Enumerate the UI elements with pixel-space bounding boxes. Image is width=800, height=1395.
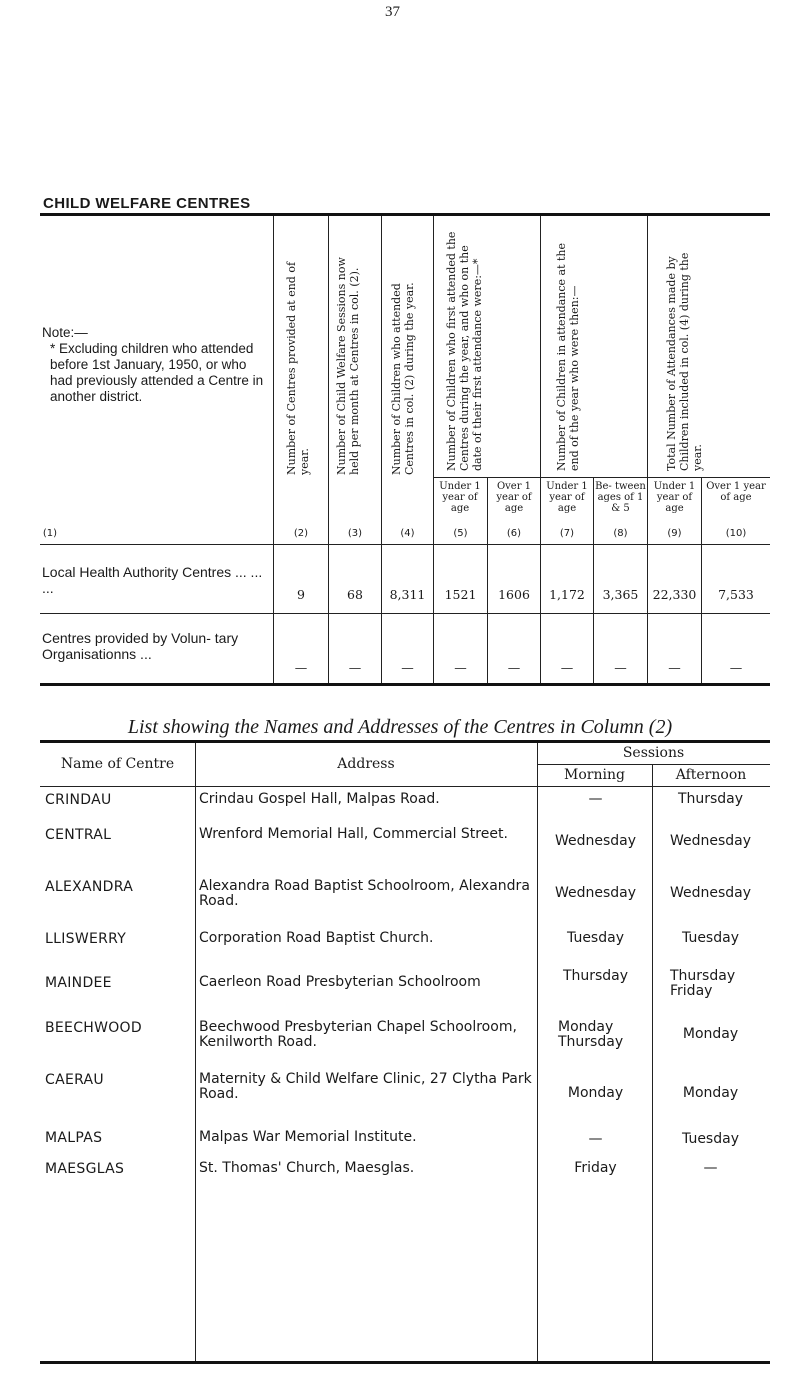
col-number-8: (8): [613, 528, 628, 539]
col-number-3: (3): [347, 528, 363, 539]
centre-morning: Wednesday: [554, 833, 637, 849]
row1-col3: 68: [347, 587, 363, 602]
row2-col9: —: [668, 660, 681, 675]
centre-afternoon: Tuesday: [682, 930, 739, 946]
header-address: Address: [337, 756, 395, 772]
row2-col6: —: [507, 660, 521, 675]
col-number-1: (1): [42, 528, 58, 539]
subheader-col7: Under 1 year of age: [546, 481, 588, 514]
centre-address: Crindau Gospel Hall, Malpas Road.: [199, 791, 440, 807]
centre-afternoon: Thursday Friday: [670, 968, 736, 999]
centre-morning: Thursday: [562, 968, 629, 984]
centre-morning: Friday: [574, 1160, 617, 1176]
bottom-rule: [40, 683, 770, 686]
col-number-10: (10): [725, 528, 747, 539]
centre-address: Maternity & Child Welfare Clinic, 27 Clytha Park Road.: [199, 1071, 532, 1102]
header-afternoon: Afternoon: [675, 767, 747, 783]
centre-address: Wrenford Memorial Hall, Commercial Street.: [199, 826, 508, 842]
centre-name: CAERAU: [45, 1072, 104, 1088]
row2-col8: —: [614, 660, 627, 675]
subheader-col9: Under 1 year of age: [653, 481, 696, 514]
col-number-4: (4): [400, 528, 415, 539]
row1-col8: 3,365: [602, 587, 639, 602]
centre-morning: Wednesday: [554, 885, 637, 901]
list-title: List showing the Names and Addresses of the Centres in Column (2): [127, 716, 673, 738]
subheader-col8: Be- tween ages of 1 & 5: [595, 481, 646, 514]
top-rule-2: [40, 740, 770, 743]
row-label-local-health: Local Health Authority Centres ... ... ...: [42, 564, 263, 596]
row1-col2: 9: [297, 587, 305, 602]
header-morning: Morning: [564, 767, 625, 783]
centre-afternoon: Thursday: [677, 791, 744, 807]
centre-name: CRINDAU: [45, 792, 112, 808]
centre-afternoon: Monday: [682, 1026, 739, 1042]
centre-name: ALEXANDRA: [45, 879, 134, 895]
col-number-9: (9): [667, 528, 682, 539]
page-number: 37: [385, 4, 400, 20]
centre-address: St. Thomas' Church, Maesglas.: [199, 1160, 415, 1176]
centre-afternoon: Wednesday: [669, 885, 752, 901]
centre-morning: —: [588, 791, 603, 807]
row1-col4: 8,311: [389, 587, 426, 602]
note: [42, 325, 268, 405]
row1-col10: 7,533: [718, 587, 754, 602]
centre-morning: Tuesday: [567, 930, 624, 946]
centre-address: Corporation Road Baptist Church.: [199, 930, 434, 946]
centre-name: CENTRAL: [45, 827, 112, 843]
centre-address: Beechwood Presbyterian Chapel Schoolroom, Kenilworth Road.: [199, 1019, 517, 1050]
row-label-voluntary: Centres provided by Volun- tary Organisationns ...: [42, 630, 239, 662]
row1-col5: 1521: [444, 587, 477, 602]
row1-col6: 1606: [498, 587, 530, 602]
row1-col7: 1,172: [549, 587, 585, 602]
row1-col9: 22,330: [652, 587, 697, 602]
centre-afternoon: Wednesday: [669, 833, 752, 849]
row2-col7: —: [560, 660, 574, 675]
centre-name: MAINDEE: [45, 975, 112, 991]
centre-morning: —: [588, 1131, 603, 1147]
row2-col4: —: [401, 660, 414, 675]
page-title: CHILD WELFARE CENTRES: [43, 195, 251, 212]
row2-col10: —: [729, 660, 743, 675]
col-number-2: (2): [293, 528, 309, 539]
centre-afternoon: —: [703, 1160, 718, 1176]
centre-name: LLISWERRY: [45, 931, 127, 947]
row2-col2: —: [294, 660, 308, 675]
subheader-col6: Over 1 year of age: [496, 481, 532, 514]
bottom-rule-2: [40, 1361, 770, 1364]
col-number-6: (6): [506, 528, 522, 539]
note-text: * Excluding children who attended before 1st January, 1950, or who had previously attended a Centre in another district.: [50, 341, 264, 404]
centre-address: Alexandra Road Baptist Schoolroom, Alexandra Road.: [199, 878, 530, 909]
centre-address: Caerleon Road Presbyterian Schoolroom: [199, 974, 481, 990]
subheader-col5: Under 1 year of age: [439, 481, 481, 514]
header-name: Name of Centre: [60, 756, 175, 772]
col-number-5: (5): [453, 528, 468, 539]
centre-afternoon: Monday: [682, 1085, 739, 1101]
centre-morning: Monday: [567, 1085, 624, 1101]
statistics-table: Note:— * Excluding children who attended before 1st January, 1950, or who had previously attended a Centre in another district. Number of Centres provided at end of year. Number of Child Welfare Sessions now held per month at Centres in col. (2). Number of Children who attended Centres in col. (2) during the year. Number of Children who first attended the Centres during the year, and who on the date of their first attendance were:—* Number of Children in attendance at the end of the year who were then:— Total Number of Attendances made by Children included in col. (4) during the year. Under 1 year of age Over 1 year of age Under 1 year of age Be- tween ages of 1 & 5 Under 1 year of age Over 1 year of age (1) (2) (3) (4) (5) (6) (7) (8) (9) (10) Local Health Authority Centres ... ... ... 9 68 8,311 1521 1606 1,172 3,365 22,330 7,533 Centres provided by Volun- tary Organisationns ... — — — — — — — — —: [40, 213, 770, 688]
centres-table: [40, 740, 770, 1365]
centre-afternoon: Tuesday: [682, 1131, 739, 1147]
note-title: Note:—: [42, 325, 88, 340]
header-sessions: Sessions: [622, 745, 685, 761]
centre-name: BEECHWOOD: [45, 1020, 142, 1036]
row2-col5: —: [454, 660, 467, 675]
subheader-col10: Over 1 year of age: [706, 481, 766, 503]
centre-morning: Monday Thursday: [558, 1019, 624, 1050]
col-number-7: (7): [559, 528, 575, 539]
centre-name: MALPAS: [45, 1130, 103, 1146]
top-rule: [40, 213, 770, 216]
centre-name: MAESGLAS: [45, 1161, 125, 1177]
centre-address: Malpas War Memorial Institute.: [199, 1129, 417, 1145]
row2-col3: —: [348, 660, 362, 675]
